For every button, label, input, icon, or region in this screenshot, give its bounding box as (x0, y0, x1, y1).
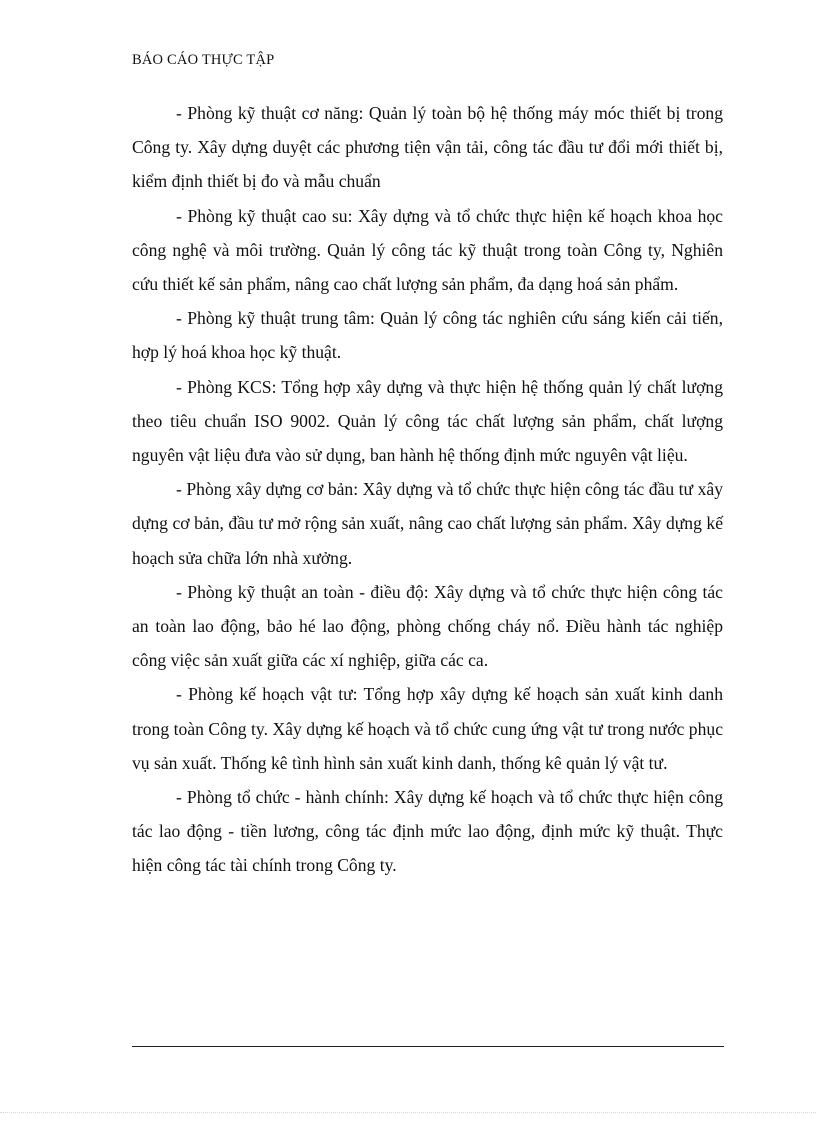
document-body (132, 96, 723, 883)
paragraph-phong-to-chuc-hanh-chinh: - Phòng tổ chức - hành chính: Xây dựng kế hoạch và tổ chức thực hiện công tác lao động - tiền lương, công tác định mức lao động, định mức kỹ thuật. Thực hiện công tác tài chính trong Công ty. (132, 787, 723, 876)
paragraph-phong-ky-thuat-co-nang: - Phòng kỹ thuật cơ năng: Quản lý toàn bộ hệ thống máy móc thiết bị trong Công ty. Xây dựng duyệt các phương tiện vận tải, công tác đầu tư đổi mới thiết bị, kiểm định thiết bị đo và mẫu chuẩn (132, 103, 723, 192)
paragraph-phong-ke-hoach-vat-tu: - Phòng kế hoạch vật tư: Tổng hợp xây dựng kế hoạch sản xuất kinh danh trong toàn Công ty. Xây dựng kế hoạch và tổ chức cung ứng vật tư trong nước phục vụ sản xuất. Thống kê tình hình sản xuất kinh danh, thống kê quản lý vật tư. (132, 684, 723, 773)
paragraph-phong-kcs: - Phòng KCS: Tổng hợp xây dựng và thực hiện hệ thống quản lý chất lượng theo tiêu chuẩn ISO 9002. Quản lý công tác chất lượng sản phẩm, chất lượng nguyên vật liệu đưa vào sử dụng, ban hành hệ thống định mức nguyên vật liệu. (132, 376, 723, 466)
paragraph-phong-ky-thuat-trung-tam: - Phòng kỹ thuật trung tâm: Quản lý công tác nghiên cứu sáng kiến cải tiến, hợp lý hoá khoa học kỹ thuật. (132, 308, 723, 363)
footer-divider (132, 1046, 724, 1047)
paragraph-phong-ky-thuat-an-toan: - Phòng kỹ thuật an toàn - điều độ: Xây dựng và tổ chức thực hiện công tác an toàn lao động, bảo hé lao động, phòng chống cháy nổ. Điều hành tác nghiệp công việc sản xuất giữa các xí nghiệp, giữa các ca. (132, 581, 723, 671)
page-header: BÁO CÁO THỰC TẬP (132, 52, 275, 68)
paragraph-phong-ky-thuat-cao-su: - Phòng kỹ thuật cao su: Xây dựng và tổ chức thực hiện kế hoạch khoa học công nghệ và môi trường. Quản lý công tác kỹ thuật trong toàn Công ty, Nghiên cứu thiết kế sản phẩm, nâng cao chất lượng sản phẩm, đa dạng hoá sản phẩm. (132, 205, 723, 295)
paragraph-phong-xay-dung-co-ban: - Phòng xây dựng cơ bản: Xây dựng và tổ chức thực hiện công tác đầu tư xây dựng cơ bản, đầu tư mở rộng sản xuất, nâng cao chất lượng sản phẩm. Xây dựng kế hoạch sửa chữa lớn nhà xưởng. (132, 479, 723, 568)
page-bottom-dotted-border (0, 1112, 816, 1113)
